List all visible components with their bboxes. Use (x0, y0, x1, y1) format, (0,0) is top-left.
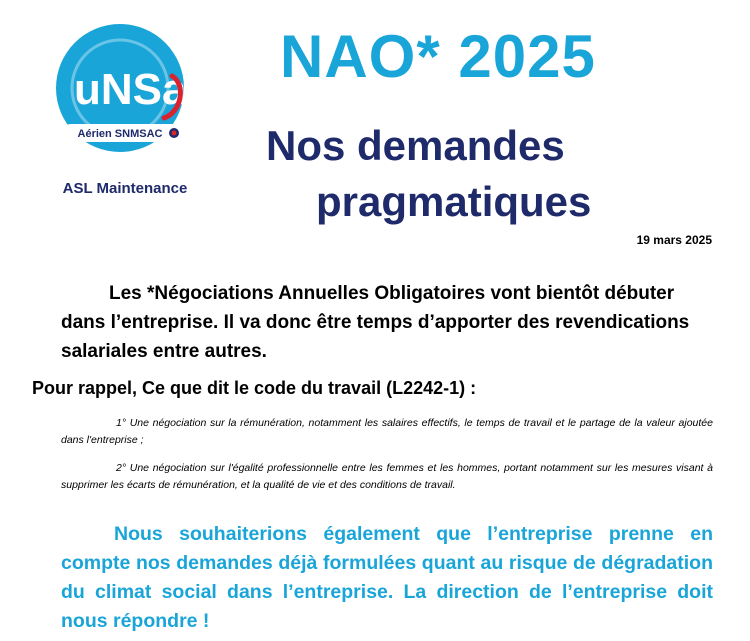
subtitle-line-1: Nos demandes (266, 122, 565, 169)
legal-clause-2: 2° Une négociation sur l'égalité professionnelle entre les femmes et les hommes, portant notamment sur les mesures visant à supprimer les écarts de rémunération, et la qualité de vie et des conditions de travail. (61, 462, 713, 491)
legal-clause-1: 1° Une négociation sur la rémunération, notamment les salaires effectifs, le temps de travail et le partage de la valeur ajoutée dans l'entreprise ; (61, 417, 713, 446)
logo-letters: uNSa (74, 65, 187, 114)
highlight-paragraph: Nous souhaiterions également que l’entreprise prenne en compte nos demandes déjà formulées quant au risque de dégradation du climat social dans l’entreprise. La direction de l’entreprise doit nous répondre ! (61, 523, 713, 632)
reminder-heading: Pour rappel, Ce que dit le code du travail (L2242-1) : (32, 378, 477, 398)
intro-paragraph: Les *Négociations Annuelles Obligatoires vont bientôt débuter dans l’entreprise. Il va donc être temps d’apporter des revendications salariales entre autres. (61, 283, 690, 362)
document-date: 19 mars 2025 (636, 233, 712, 247)
logo-ring-text: Aérien SNMSAC (77, 128, 163, 140)
page-title: NAO* 2025 (280, 23, 596, 90)
unsa-logo-icon (48, 20, 198, 160)
subtitle-line-2: pragmatiques (316, 178, 592, 225)
logo-caption: ASL Maintenance (62, 180, 188, 197)
